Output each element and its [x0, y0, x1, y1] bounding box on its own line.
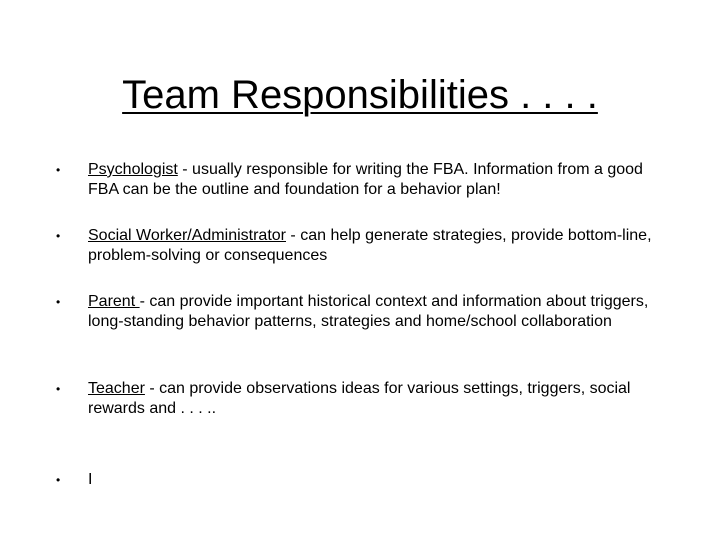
bullet-icon: •	[56, 229, 61, 243]
bullet-social-worker	[56, 226, 656, 266]
bullet-icon: •	[56, 163, 61, 177]
role-description: - can provide observations ideas for various settings, triggers, social rewards and . . . ..	[88, 380, 631, 417]
bullet-text	[88, 470, 656, 490]
slide-title: Team Responsibilities . . . .	[122, 73, 598, 117]
bullet-psychologist	[56, 160, 656, 200]
bullet-icon: •	[56, 295, 61, 309]
role-description: - can help generate strategies, provide bottom-line, problem-solving or consequences	[88, 227, 652, 264]
role-label: Teacher	[88, 380, 145, 397]
role-description: - can provide important historical context and information about triggers, long-standing behavior patterns, strategies and home/school collaboration	[88, 293, 649, 330]
role-description: I	[88, 471, 93, 488]
role-label: Psychologist	[88, 161, 178, 178]
bullet-teacher	[56, 379, 656, 419]
role-label: Parent	[88, 293, 140, 310]
role-label: Social Worker/Administrator	[88, 227, 286, 244]
bullet-text	[88, 379, 656, 419]
bullet-parent	[56, 292, 656, 332]
bullet-icon: •	[56, 382, 61, 396]
bullet-text	[88, 292, 656, 332]
bullet-partial	[56, 470, 656, 490]
role-description: - usually responsible for writing the FBA. Information from a good FBA can be the outline and foundation for a behavior plan!	[88, 161, 643, 198]
bullet-text	[88, 226, 656, 266]
bullet-text	[88, 160, 656, 200]
bullet-icon: •	[56, 473, 61, 487]
